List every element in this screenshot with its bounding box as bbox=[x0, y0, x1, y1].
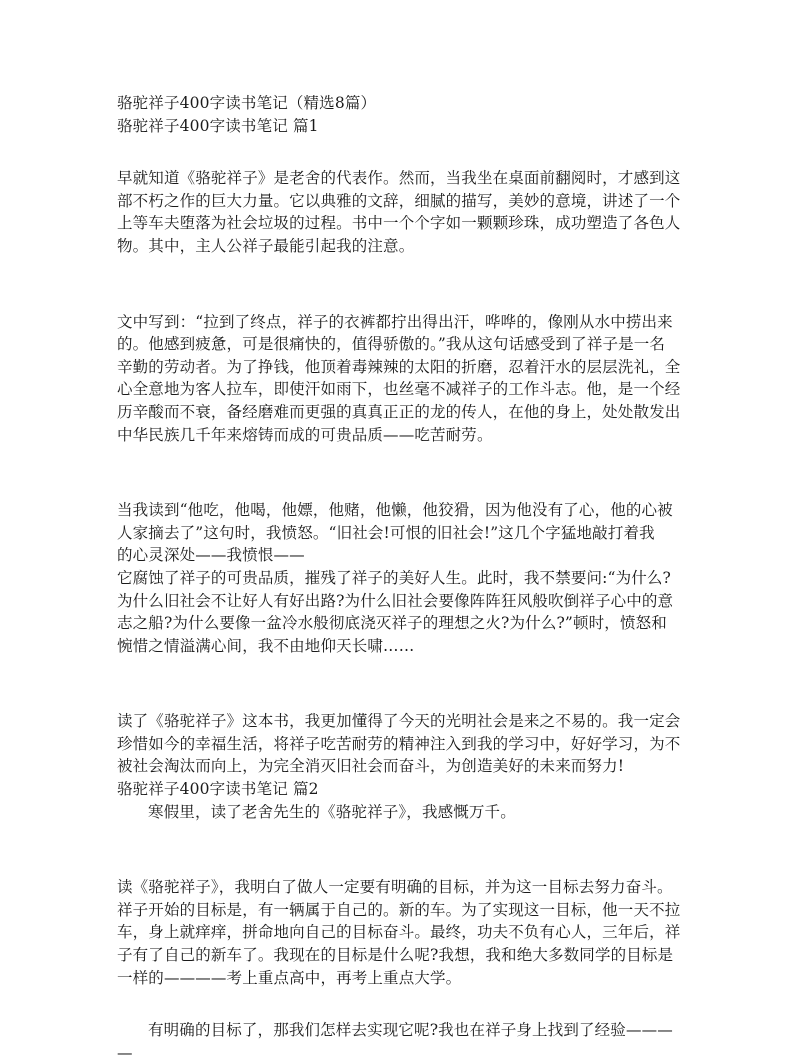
paragraph-line: 历辛酸而不衰，备经磨难而更强的真真正正的龙的传人，在他的身上，处处散发出 bbox=[117, 402, 681, 421]
paragraph-line: 志之船?为什么要像一盆冷水般彻底浇灭祥子的理想之火?为什么?”顿时，愤怒和 bbox=[117, 614, 667, 633]
paragraph-line: 为什么旧社会不让好人有好出路?为什么旧社会要像阵阵狂风般吹倒祥子心中的意 bbox=[117, 591, 674, 610]
document-title: 骆驼祥子400字读书笔记（精选8篇） bbox=[117, 94, 377, 112]
section-2-title: 骆驼祥子400字读书笔记 篇2 bbox=[117, 780, 319, 799]
paragraph-line: 一样的————考上重点高中，再考上重点大学。 bbox=[117, 968, 462, 987]
paragraph-line: 物。其中，主人公祥子最能引起我的注意。 bbox=[117, 236, 415, 255]
paragraph-line: 车，身上就痒痒，拼命地向自己的目标奋斗。最终，功夫不负有心人，三年后，祥 bbox=[117, 923, 681, 942]
paragraph-line: 有明确的目标了，那我们怎样去实现它呢?我也在祥子身上找到了经验——— bbox=[148, 1021, 673, 1040]
paragraph-6 bbox=[117, 876, 689, 989]
paragraph-line: 被社会淘汰而向上，为完全消灭旧社会而奋斗，为创造美好的未来而努力! bbox=[117, 757, 625, 776]
paragraph-line: 的心灵深处——我愤恨—— bbox=[117, 546, 305, 565]
paragraph-line: 中华民族几千年来熔铸而成的可贵品质——吃苦耐劳。 bbox=[117, 425, 493, 444]
paragraph-line: 人家摘去了”这句时，我愤怒。“旧社会!可恨的旧社会!”这几个字猛地敲打着我 bbox=[117, 523, 655, 542]
spacer bbox=[117, 657, 689, 710]
spacer bbox=[117, 823, 689, 876]
paragraph-line: 文中写到：“拉到了终点，祥子的衣裤都拧出得出汗，哗哗的，像刚从水中捞出来 bbox=[117, 312, 673, 331]
paragraph-line: 读《骆驼祥子》，我明白了做人一定要有明确的目标，并为这一目标去努力奋斗。 bbox=[117, 878, 673, 897]
paragraph-line: 部不朽之作的巨大力量。它以典雅的文辞，细腻的描写，美妙的意境，讲述了一个 bbox=[117, 191, 681, 210]
spacer bbox=[117, 258, 689, 311]
paragraph-line: 上等车夫堕落为社会垃圾的过程。书中一个个字如一颗颗珍珠，成功塑造了各色人 bbox=[117, 214, 681, 233]
paragraph-line: 祥子开始的目标是，有一辆属于自己的。新的车。为了实现这一目标，他一天不拉 bbox=[117, 900, 681, 919]
paragraph-4 bbox=[117, 710, 689, 778]
paragraph-line: 读了《骆驼祥子》这本书，我更加懂得了今天的光明社会是来之不易的。我一定会 bbox=[117, 712, 681, 731]
paragraph-line: 早就知道《骆驼祥子》是老舍的代表作。然而，当我坐在桌面前翻阅时，才感到这 bbox=[117, 169, 681, 188]
paragraph-line: 珍惜如今的幸福生活，将祥子吃苦耐劳的精神注入到我的学习中，好好学习，为不 bbox=[117, 734, 681, 753]
paragraph-line: 的。他感到疲惫，可是很痛快的，值得骄傲的。”我从这句话感受到了祥子是一名 bbox=[117, 335, 666, 354]
spacer bbox=[117, 989, 689, 1019]
spacer bbox=[117, 137, 689, 167]
paragraph-2 bbox=[117, 311, 689, 447]
paragraph-line: 它腐蚀了祥子的可贵品质，摧残了祥子的美好人生。此时，我不禁要问:“为什么? bbox=[117, 568, 672, 587]
paragraph-7 bbox=[117, 1019, 689, 1064]
paragraph-line: 辛勤的劳动者。为了挣钱，他顶着毒辣辣的太阳的折磨，忍着汗水的层层洗礼，全 bbox=[117, 357, 681, 376]
paragraph-3 bbox=[117, 499, 689, 657]
paragraph-5 bbox=[117, 801, 689, 824]
paragraph-line: 惋惜之情溢满心间，我不由地仰天长啸…… bbox=[117, 636, 415, 655]
section-1-title: 骆驼祥子400字读书笔记 篇1 bbox=[117, 116, 319, 135]
paragraph-line: 子有了自己的新车了。我现在的目标是什么呢?我想，我和绝大多数同学的目标是 bbox=[117, 946, 674, 965]
paragraph-1 bbox=[117, 167, 689, 257]
spacer bbox=[117, 446, 689, 499]
paragraph-line: — bbox=[117, 1043, 133, 1062]
paragraph-line: 心全意地为客人拉车，即使汗如雨下，也丝毫不减祥子的工作斗志。他，是一个经 bbox=[117, 380, 681, 399]
paragraph-line: 当我读到“他吃，他喝，他嫖，他赌，他懒，他狡猾，因为他没有了心，他的心被 bbox=[117, 501, 673, 520]
document-body bbox=[117, 92, 689, 1064]
paragraph-line: 寒假里，读了老舍先生的《骆驼祥子》，我感慨万千。 bbox=[148, 802, 516, 821]
